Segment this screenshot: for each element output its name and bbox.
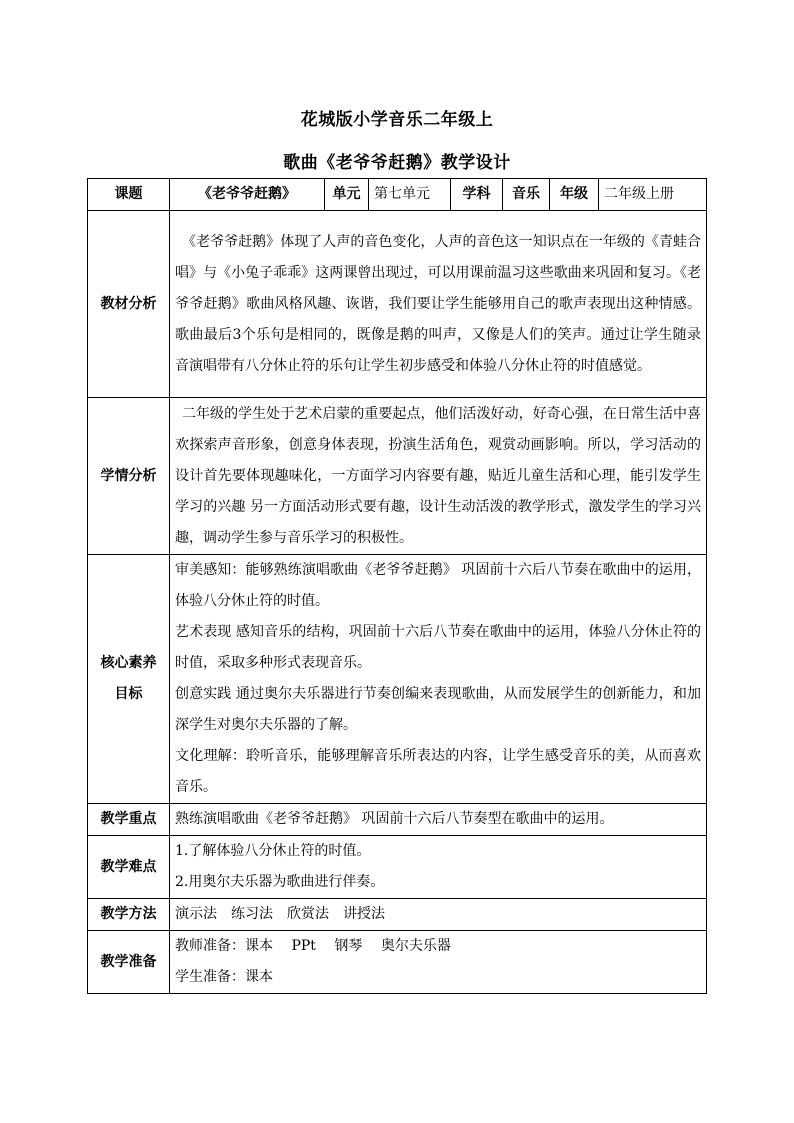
methods-row xyxy=(88,899,707,931)
goals-label-line1: 核心素养 xyxy=(100,655,157,671)
topic-label: 课题 xyxy=(88,179,170,211)
difficulty-cell xyxy=(170,836,707,899)
methods-text: 演示法 练习法 欣赏法 讲授法 xyxy=(175,906,385,922)
key-point-text: 熟练演唱歌曲《老爷爷赶鹅》 巩固前十六后八节奏型在歌曲中的运用。 xyxy=(175,811,614,827)
document-title: 花城版小学音乐二年级上 xyxy=(300,110,494,130)
methods-label: 教学方法 xyxy=(88,899,170,931)
students-cell xyxy=(170,398,707,555)
grade-value: 二年级上册 xyxy=(599,179,707,211)
lesson-plan-table xyxy=(87,178,707,994)
methods-cell xyxy=(170,899,707,931)
difficulty-label: 教学难点 xyxy=(88,836,170,899)
grade-label: 年级 xyxy=(550,179,599,211)
key-point-row xyxy=(88,804,707,836)
document-subtitle: 歌曲《老爷爷赶鹅》教学设计 xyxy=(283,153,511,173)
students-row xyxy=(88,398,707,555)
goal-aesthetic: 审美感知：能够熟练演唱歌曲《老爷爷赶鹅》 巩固前十六后八节奏在歌曲中的运用，体验八分休止符的时值。 xyxy=(175,562,701,609)
goal-creative: 创意实践 通过奥尔夫乐器进行节奏创编来表现歌曲，从而发展学生的创新能力，和加深学生对奥尔夫乐器的了解。 xyxy=(175,686,701,733)
topic-value: 《老爷爷赶鹅》 xyxy=(170,179,325,211)
goal-cultural: 文化理解：聆听音乐，能够理解音乐所表达的内容，让学生感受音乐的美，从而喜欢音乐。 xyxy=(175,748,701,795)
subject-value: 音乐 xyxy=(503,179,550,211)
subject-label: 学科 xyxy=(451,179,503,211)
goals-label xyxy=(88,555,170,804)
material-text: 《老爷爷赶鹅》体现了人声的音色变化，人声的音色这一知识点在一年级的《青蛙合唱》与《小兔子乖乖》这两课曾出现过，可以用课前温习这些歌曲来巩固和复习。《老爷爷赶鹅》歌曲风格风趣、诙谐，我们要让学生能够用自己的歌声表现出这种情感。歌曲最后3个乐句是相同的，既像是鹅的叫声，又像是人们的笑声。通过让学生随录音演唱带有八分休止符的乐句让学生初步感受和体验八分休止符的时值感觉。 xyxy=(175,233,701,374)
preparation-label: 教学准备 xyxy=(88,931,170,994)
preparation-cell xyxy=(170,931,707,994)
preparation-row xyxy=(88,931,707,994)
preparation-teacher: 教师准备：课本 PPt 钢琴 奥尔夫乐器 xyxy=(175,938,451,954)
students-label: 学情分析 xyxy=(88,398,170,555)
goals-row xyxy=(88,555,707,804)
material-row xyxy=(88,211,707,398)
students-text: 二年级的学生处于艺术启蒙的重要起点，他们活泼好动，好奇心强，在日常生活中喜欢探索声音形象，创意身体表现，扮演生活角色，观赏动画影响。所以，学习活动的设计首先要体现趣味化，一方面学习内容要有趣，贴近儿童生活和心理，能引发学生学习的兴趣 另一方面活动形式要有趣，设计生动活泼的教学形式，激发学生的学习兴趣，调动学生参与音乐学习的积极性。 xyxy=(175,405,701,546)
preparation-student: 学生准备：课本 xyxy=(175,969,273,985)
unit-value: 第七单元 xyxy=(369,179,451,211)
goals-label-line2: 目标 xyxy=(114,686,143,702)
goal-artistic: 艺术表现 感知音乐的结构，巩固前十六后八节奏在歌曲中的运用，体验八分休止符的时值，采取多种形式表现音乐。 xyxy=(175,624,701,671)
header-row xyxy=(88,179,707,211)
material-label: 教材分析 xyxy=(88,211,170,398)
goals-cell xyxy=(170,555,707,804)
difficulty-row xyxy=(88,836,707,899)
material-cell xyxy=(170,211,707,398)
difficulty-item-2: 2.用奥尔夫乐器为歌曲进行伴奏。 xyxy=(175,874,385,890)
key-point-cell xyxy=(170,804,707,836)
key-point-label: 教学重点 xyxy=(88,804,170,836)
unit-label: 单元 xyxy=(325,179,369,211)
difficulty-item-1: 1.了解体验八分休止符的时值。 xyxy=(175,843,371,859)
